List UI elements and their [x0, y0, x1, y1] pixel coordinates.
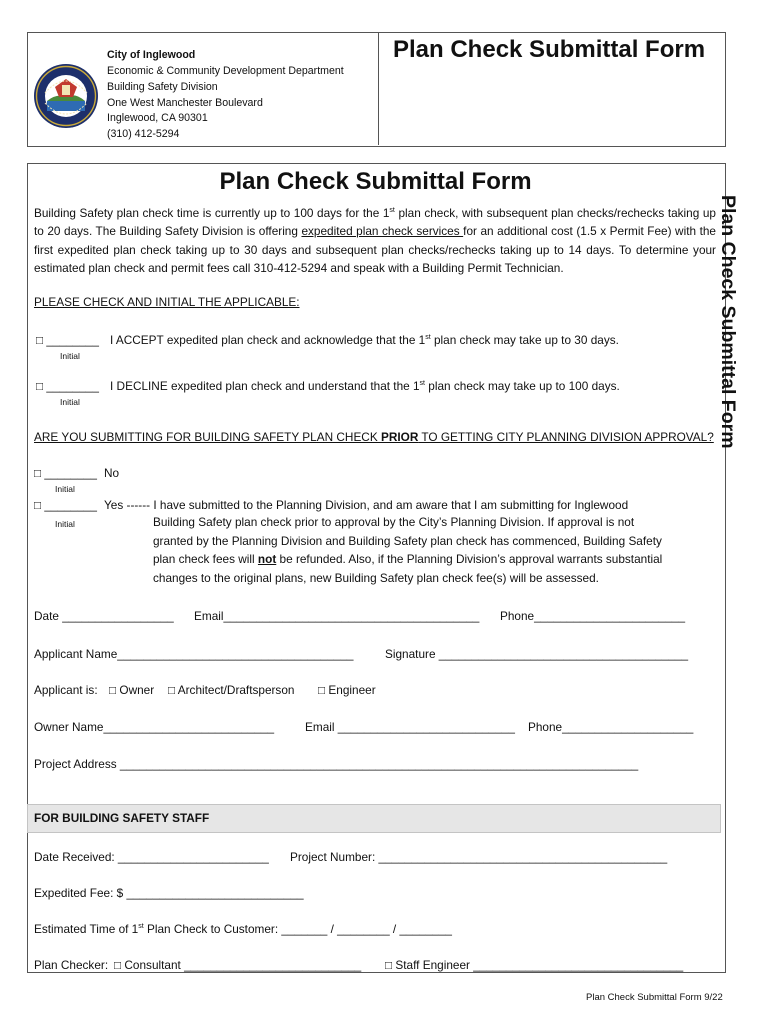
intro-text: plan check, with subsequent plan checks/rechecks taking up to 20 days. The Building Safety Division is offering — [34, 205, 716, 239]
staff-section-header: FOR BUILDING SAFETY STAFF — [34, 811, 210, 825]
yes-text-c: be refunded. Also, if the Planning Division’s approval warrants substantial — [276, 552, 663, 567]
ordinal-sup: st — [419, 380, 425, 388]
project-address-field[interactable]: Project Address _______________________________________________________________________________ — [34, 757, 639, 771]
no-label: No — [104, 466, 120, 480]
date-field[interactable]: Date _________________ — [34, 609, 174, 623]
engineer-checkbox[interactable]: □ Engineer — [318, 683, 376, 697]
question-prior: PRIOR — [380, 430, 419, 444]
yes-label: Yes ------ I have submitted to the Planning Division, and am aware that I am submitting for Inglewood — [104, 498, 629, 512]
email-field[interactable]: Email_______________________________________ — [194, 609, 480, 623]
owner-name-field[interactable]: Owner Name__________________________ — [34, 720, 275, 734]
consultant-checkbox[interactable]: □ Consultant ___________________________ — [114, 958, 362, 972]
street-address: One West Manchester Boulevard — [107, 97, 263, 109]
intro-text: Building Safety plan check time is currently up to 100 days for the 1 — [34, 205, 390, 220]
office-phone: (310) 412-5294 — [107, 128, 180, 140]
intro-paragraph — [34, 202, 716, 278]
yes-text-a: plan check fees will — [153, 552, 258, 567]
yes-line: granted by the Planning Division and Building Safety plan check has commenced, Building Safety — [153, 533, 662, 548]
applicant-name-field[interactable]: Applicant Name____________________________________ — [34, 647, 354, 661]
header-title: Plan Check Submittal Form — [393, 36, 706, 63]
side-title: Plan Check Submittal Form — [717, 195, 739, 449]
question-text-c: TO GETTING CITY PLANNING DIVISION APPROVAL? — [418, 430, 714, 444]
decline-initial-field[interactable]: □ ________ — [36, 379, 99, 393]
architect-checkbox[interactable]: □ Architect/Draftsperson — [168, 683, 295, 697]
yes-line: Building Safety plan check prior to approval by the City’s Planning Division. If approval is not — [153, 515, 635, 529]
initial-label: Initial — [55, 484, 75, 494]
ordinal-sup: st — [138, 923, 144, 931]
accept-text-a: I ACCEPT expedited plan check and acknowledge that the 1 — [110, 333, 426, 347]
owner-email-field[interactable]: Email ___________________________ — [305, 720, 515, 734]
department-name: Economic & Community Development Department — [107, 65, 344, 77]
est-time-text-a: Estimated Time of 1 — [34, 922, 139, 936]
ordinal-sup: st — [389, 207, 395, 214]
decline-text-a: I DECLINE expedited plan check and understand that the 1 — [110, 379, 420, 393]
letterhead-divider — [378, 32, 379, 145]
form-title: Plan Check Submittal Form — [219, 168, 532, 195]
org-name: City of Inglewood — [107, 49, 196, 61]
no-initial-field[interactable]: □ ________ — [34, 466, 97, 480]
initial-label: Initial — [55, 519, 75, 529]
planning-question — [34, 430, 714, 444]
instruction-text: PLEASE CHECK AND INITIAL THE APPLICABLE: — [34, 295, 300, 309]
yes-not: not — [257, 552, 277, 567]
ordinal-sup: st — [425, 334, 431, 342]
decline-text — [110, 379, 620, 393]
yes-line: changes to the original plans, new Building Safety plan check fee(s) will be assessed. — [153, 570, 599, 585]
accept-initial-field[interactable]: □ ________ — [36, 333, 99, 347]
yes-initial-field[interactable]: □ ________ — [34, 498, 97, 512]
decline-text-b: plan check may take up to 100 days. — [425, 379, 620, 393]
initial-label: Initial — [60, 397, 80, 407]
expedited-fee-field[interactable]: Expedited Fee: $ ___________________________ — [34, 886, 304, 900]
owner-checkbox[interactable]: □ Owner — [109, 683, 155, 697]
expedited-services-text: expedited plan check services — [301, 224, 464, 239]
yes-line — [153, 550, 713, 569]
city-seal-icon — [33, 63, 99, 129]
footer-form-id: Plan Check Submittal Form 9/22 — [586, 992, 723, 1003]
accept-text — [110, 333, 619, 347]
applicant-is-label: Applicant is: — [34, 683, 98, 697]
plan-checker-label: Plan Checker: — [34, 958, 109, 972]
accept-text-b: plan check may take up to 30 days. — [430, 333, 619, 347]
est-time-text-b: Plan Check to Customer: _______ / ________ / ________ — [143, 922, 452, 936]
estimated-time-field[interactable] — [34, 922, 452, 936]
date-received-field[interactable]: Date Received: _______________________ — [34, 850, 269, 864]
initial-label: Initial — [60, 351, 80, 361]
owner-phone-field[interactable]: Phone____________________ — [528, 720, 694, 734]
phone-field[interactable]: Phone_______________________ — [500, 609, 686, 623]
question-text-a: ARE YOU SUBMITTING FOR BUILDING SAFETY PLAN CHECK — [34, 430, 381, 444]
project-number-field[interactable]: Project Number: ____________________________________________ — [290, 850, 668, 864]
city-state-zip: Inglewood, CA 90301 — [107, 112, 208, 124]
intro-text: for an additional cost (1.5 x Permit Fee) with the first expedited plan check taking up to 30 days and subsequent plan checks/rechecks taking up to 14 days. To determine your estimated plan check and permit fees call 310-412-5294 and speak with a Building Permit Technician. — [34, 224, 716, 276]
yes-explanation — [153, 496, 713, 587]
staff-engineer-checkbox[interactable]: □ Staff Engineer ________________________________ — [385, 958, 684, 972]
signature-field[interactable]: Signature ______________________________________ — [385, 647, 689, 661]
division-name: Building Safety Division — [107, 81, 218, 93]
